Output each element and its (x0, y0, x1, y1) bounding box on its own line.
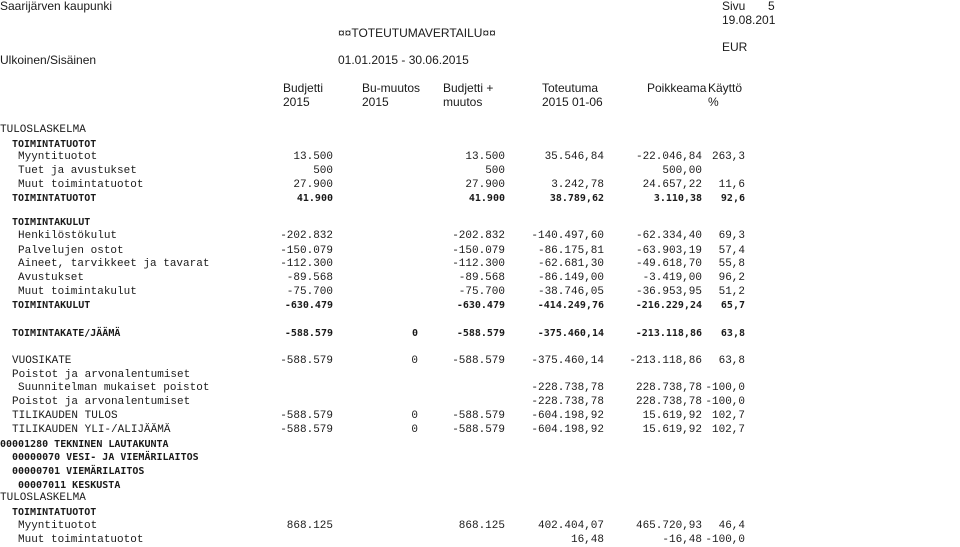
col-usage: Käyttö (708, 81, 743, 95)
cell-actual: -38.746,05 (537, 286, 604, 298)
col-budget-year: 2015 (283, 95, 310, 109)
row-label: Avustukset (18, 272, 85, 284)
cell-deviation: -3.419,00 (642, 272, 702, 284)
cell-usage: 63,8 (718, 355, 745, 367)
report-title: ¤¤TOTEUTUMAVERTAILU¤¤ (338, 26, 496, 40)
cell-deviation: -63.903,19 (635, 245, 702, 257)
cell-usage: 102,7 (711, 424, 745, 436)
cell-actual: -228.738,78 (531, 396, 604, 408)
row-label: TOIMINTATUOTOT (12, 507, 97, 518)
cell-budget: -202.832 (280, 230, 333, 242)
cell-actual: -414.249,76 (537, 300, 604, 311)
cell-deviation: -16,48 (662, 534, 702, 546)
cell-deviation: 3.110,38 (653, 193, 702, 204)
row-label: Myyntituotot (18, 151, 98, 163)
cell-actual: 402.404,07 (537, 520, 604, 532)
cell-budget: -588.579 (284, 328, 333, 339)
row-label: 00000070 VESI- JA VIEMÄRILAITOS (12, 452, 199, 463)
cell-actual: -140.497,60 (531, 230, 604, 242)
cell-budget-plus: -150.079 (452, 245, 505, 257)
cell-budget-plus: 41.900 (468, 193, 505, 204)
cell-deviation: -213.118,86 (629, 355, 702, 367)
cell-budget-plus: -588.579 (452, 355, 505, 367)
cell-budget: 868.125 (286, 520, 333, 532)
cell-budget: -112.300 (280, 258, 333, 270)
row-label: TULOSLASKELMA (0, 124, 86, 136)
cell-budget-plus: -75.700 (458, 286, 505, 298)
page-number: 5 (768, 0, 775, 13)
cell-budget-plus: 13.500 (465, 151, 505, 163)
row-label: Muut toimintatuotot (18, 179, 144, 191)
row-label: TOIMINTAKULUT (12, 217, 91, 228)
cell-usage: 102,7 (711, 410, 745, 422)
cell-actual: -86.175,81 (537, 245, 604, 257)
row-label: Muut toimintatuotot (18, 534, 144, 546)
cell-deviation: 500,00 (662, 165, 702, 177)
cell-deviation: -36.953,95 (635, 286, 702, 298)
cell-deviation: 24.657,22 (642, 179, 702, 191)
scope-label: Ulkoinen/Sisäinen (0, 53, 97, 67)
cell-deviation: -213.118,86 (635, 328, 702, 339)
row-label: Muut toimintakulut (18, 286, 137, 298)
cell-budget: -150.079 (280, 245, 333, 257)
col-budget-plus-sub: muutos (443, 95, 483, 109)
cell-actual: -62.681,30 (537, 258, 604, 270)
cell-usage: 92,6 (720, 193, 745, 204)
cell-deviation: -22.046,84 (635, 151, 702, 163)
row-label: 00000701 VIEMÄRILAITOS (12, 466, 145, 477)
cell-actual: -228.738,78 (531, 382, 604, 394)
col-budget-change-year: 2015 (362, 95, 389, 109)
cell-deviation: 15.619,92 (642, 410, 702, 422)
cell-budget-plus: 27.900 (465, 179, 505, 191)
col-budget-plus: Budjetti + (443, 81, 494, 95)
cell-budget-plus: -202.832 (452, 230, 505, 242)
row-label: TOIMINTAKULUT (12, 300, 91, 311)
cell-budget-plus: -588.579 (456, 328, 505, 339)
cell-actual: 3.242,78 (551, 179, 604, 191)
cell-budget-plus: 500 (485, 165, 505, 177)
cell-budget: 500 (313, 165, 333, 177)
report-period: 01.01.2015 - 30.06.2015 (338, 53, 469, 67)
row-label: TOIMINTAKATE/JÄÄMÄ (12, 328, 121, 339)
row-label: Poistot ja arvonalentumiset (12, 369, 191, 381)
col-usage-unit: % (708, 95, 719, 109)
row-label: Suunnitelman mukaiset poistot (18, 382, 210, 394)
cell-budget-plus: -630.479 (456, 300, 505, 311)
row-label: 00001280 TEKNINEN LAUTAKUNTA (0, 439, 169, 450)
row-label: Palvelujen ostot (18, 245, 124, 257)
cell-deviation: -49.618,70 (635, 258, 702, 270)
row-label: Aineet, tarvikkeet ja tavarat (18, 258, 210, 270)
cell-budget: -588.579 (280, 410, 333, 422)
row-label: Tuet ja avustukset (18, 165, 137, 177)
page-label: Sivu (722, 0, 746, 13)
row-label: Poistot ja arvonalentumiset (12, 396, 191, 408)
col-actual: Toteutuma (542, 81, 599, 95)
cell-usage: -100,0 (705, 382, 745, 394)
cell-deviation: -216.229,24 (635, 300, 702, 311)
cell-deviation: 228.738,78 (635, 396, 702, 408)
cell-usage: 65,7 (720, 300, 745, 311)
cell-deviation: 228.738,78 (635, 382, 702, 394)
cell-usage: 69,3 (718, 230, 745, 242)
row-label: TILIKAUDEN TULOS (12, 410, 118, 422)
cell-actual: -604.198,92 (531, 424, 604, 436)
report-date: 19.08.201 (722, 13, 776, 27)
cell-deviation: -62.334,40 (635, 230, 702, 242)
row-label: VUOSIKATE (12, 355, 72, 367)
cell-actual: -375.460,14 (537, 328, 604, 339)
cell-usage: 51,2 (718, 286, 745, 298)
cell-budget-plus: -89.568 (458, 272, 505, 284)
row-label: TOIMINTATUOTOT (12, 139, 97, 150)
cell-budget: -89.568 (286, 272, 333, 284)
cell-usage: 57,4 (718, 245, 745, 257)
cell-budget-plus: -588.579 (452, 424, 505, 436)
cell-deviation: 465.720,93 (635, 520, 702, 532)
col-actual-period: 2015 01-06 (542, 95, 603, 109)
cell-budget-change: 0 (411, 424, 418, 436)
col-budget-change: Bu-muutos (362, 81, 421, 95)
currency: EUR (722, 40, 748, 54)
cell-usage: 263,3 (711, 151, 745, 163)
cell-budget-plus: -588.579 (452, 410, 505, 422)
cell-budget: -588.579 (280, 424, 333, 436)
row-label: TILIKAUDEN YLI-/ALIJÄÄMÄ (12, 424, 171, 436)
cell-actual: 16,48 (570, 534, 604, 546)
cell-budget-plus: 868.125 (458, 520, 505, 532)
cell-actual: -375.460,14 (531, 355, 604, 367)
cell-budget: -630.479 (284, 300, 333, 311)
cell-budget-change: 0 (411, 410, 418, 422)
cell-usage: 55,8 (718, 258, 745, 270)
cell-budget: 41.900 (296, 193, 333, 204)
cell-budget-change: 0 (411, 355, 418, 367)
cell-usage: -100,0 (705, 396, 745, 408)
cell-usage: 46,4 (718, 520, 745, 532)
row-label: TULOSLASKELMA (0, 492, 86, 504)
cell-actual: -604.198,92 (531, 410, 604, 422)
row-label: Henkilöstökulut (18, 230, 118, 242)
cell-budget-change: 0 (411, 328, 418, 339)
cell-actual: -86.149,00 (537, 272, 604, 284)
col-budget: Budjetti (283, 81, 324, 95)
org-name: Saarijärven kaupunki (0, 0, 113, 13)
cell-budget: 27.900 (293, 179, 333, 191)
cell-actual: 35.546,84 (544, 151, 604, 163)
col-deviation: Poikkeama (647, 81, 707, 95)
cell-budget: -75.700 (286, 286, 333, 298)
cell-budget: -588.579 (280, 355, 333, 367)
cell-actual: 38.789,62 (549, 193, 604, 204)
cell-usage: -100,0 (705, 534, 745, 546)
cell-usage: 96,2 (718, 272, 745, 284)
cell-deviation: 15.619,92 (642, 424, 702, 436)
row-label: Myyntituotot (18, 520, 98, 532)
row-label: TOIMINTATUOTOT (12, 193, 97, 204)
row-label: 00007011 KESKUSTA (18, 480, 121, 491)
cell-usage: 11,6 (718, 179, 745, 191)
cell-budget-plus: -112.300 (452, 258, 505, 270)
cell-usage: 63,8 (720, 328, 745, 339)
cell-budget: 13.500 (293, 151, 333, 163)
